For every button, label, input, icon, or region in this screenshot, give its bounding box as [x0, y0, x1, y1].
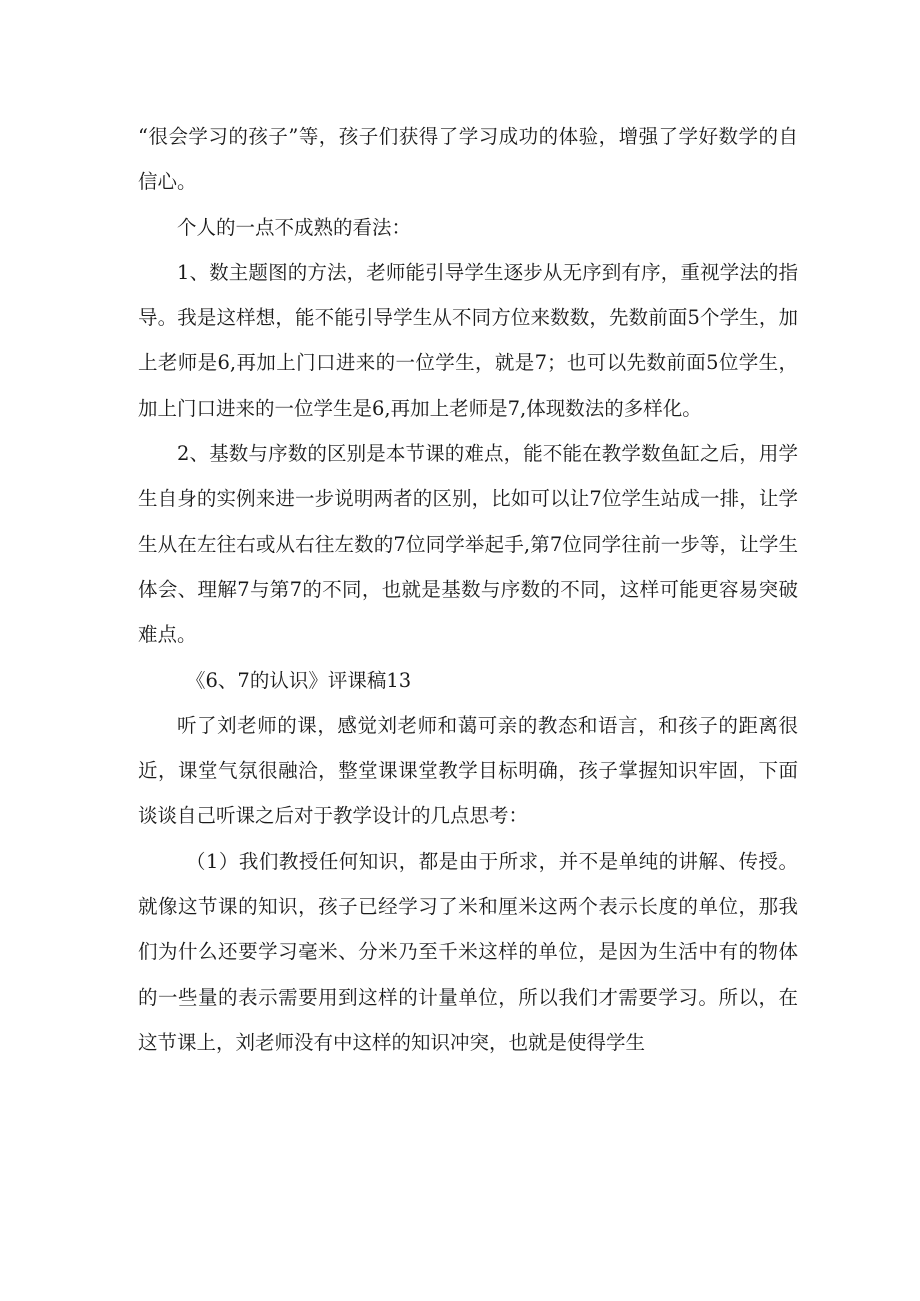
paragraph-point-numbered-1: （1）我们教授任何知识，都是由于所求，并不是单纯的讲解、传授。就像这节课的知识，孩子已经学习了米和厘米这两个表示长度的单位，那我们为什么还要学习毫米、分米乃至千米这样的单位，是因为生活中有的物体的一些量的表示需要用到这样的计量单位，所以我们才需要学习。所以，在这节课上，刘老师没有中这样的知识冲突，也就是使得学生 — [138, 849, 798, 1054]
paragraph-review-intro: 听了刘老师的课，感觉刘老师和蔼可亲的教态和语言，和孩子的距离很近，课堂气氛很融洽，整堂课课堂教学目标明确，孩子掌握知识牢固，下面谈谈自己听课之后对于教学设计的几点思考： — [138, 713, 798, 828]
paragraph-point-1: 1、数主题图的方法，老师能引导学生逐步从无序到有序，重视学法的指导。我是这样想，能不能引导学生从不同方位来数数，先数前面5个学生，加上老师是6,再加上门口进来的一位学生，就是7；也可以先数前面5位学生，加上门口进来的一位学生是6,再加上老师是7,体现数法的多样化。 — [138, 260, 798, 420]
document-body — [138, 114, 798, 1065]
paragraph-opinion-intro: 个人的一点不成熟的看法： — [177, 215, 412, 239]
paragraph-continuation: “很会学习的孩子”等，孩子们获得了学习成功的体验，增强了学好数学的自信心。 — [138, 125, 798, 194]
paragraph-point-2: 2、基数与序数的区别是本节课的难点，能不能在教学数鱼缸之后，用学生自身的实例来进一步说明两者的区别，比如可以让7位学生站成一排，让学生从在左往右或从右往左数的7位同学举起手,第7位同学往前一步等，让学生体会、理解7与第7的不同，也就是基数与序数的不同，这样可能更容易突破难点。 — [138, 442, 798, 647]
section-heading: 《6、7的认识》评课稿13 — [186, 668, 412, 692]
